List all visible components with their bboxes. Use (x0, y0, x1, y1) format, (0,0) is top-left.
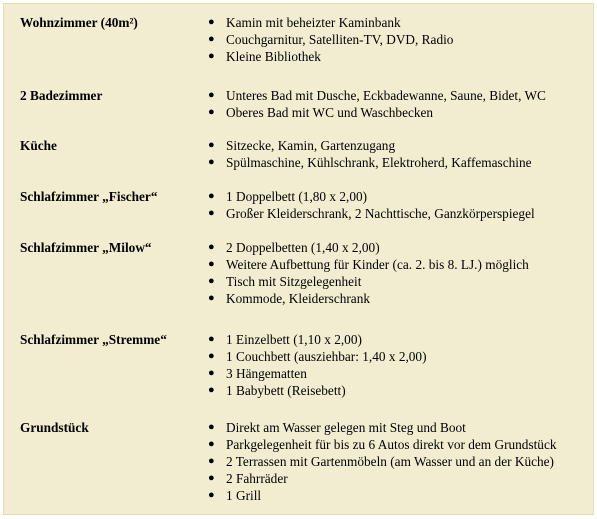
list-item: ● 1 Grill (208, 488, 262, 503)
room-title-kueche: Küche (20, 138, 57, 153)
list-item: ● Unteres Bad mit Dusche, Eckbadewanne, Saune, Bidet, WC (208, 88, 546, 103)
bullet-icon: ● (208, 489, 215, 501)
bullet-icon: ● (208, 50, 215, 62)
list-item: ● 2 Doppelbetten (1,40 x 2,00) (208, 240, 380, 255)
bullet-icon: ● (208, 33, 215, 45)
room-items-badezimmer (208, 87, 546, 121)
list-item: ● Tisch mit Sitzgelegenheit (208, 274, 362, 289)
room-items-grundstueck (208, 419, 557, 504)
list-item: ● 3 Hängematten (208, 366, 307, 381)
list-item: ● 2 Fahrräder (208, 471, 288, 486)
bullet-icon: ● (208, 89, 215, 101)
list-item: ● Couchgarnitur, Satelliten-TV, DVD, Radio (208, 32, 454, 47)
list-item: ● Kleine Bibliothek (208, 49, 321, 64)
bullet-icon: ● (208, 275, 215, 287)
room-title-wohnzimmer: Wohnzimmer (40m²) (20, 15, 138, 30)
bullet-icon: ● (208, 472, 215, 484)
bullet-icon: ● (208, 156, 215, 168)
bullet-icon: ● (208, 421, 215, 433)
bullet-icon: ● (208, 350, 215, 362)
list-item: ● Großer Kleiderschrank, 2 Nachttische, Ganzkörperspiegel (208, 206, 535, 221)
bullet-icon: ● (208, 367, 215, 379)
list-item: ● Oberes Bad mit WC und Waschbecken (208, 105, 434, 120)
list-item: ● Direkt am Wasser gelegen mit Steg und Boot (208, 420, 466, 435)
bullet-icon: ● (208, 384, 215, 396)
list-item: ● Weitere Aufbettung für Kinder (ca. 2. bis 8. LJ.) möglich (208, 257, 529, 272)
bullet-icon: ● (208, 190, 215, 202)
list-item: ● Sitzecke, Kamin, Gartenzugang (208, 138, 396, 153)
room-items-fischer (208, 188, 535, 222)
room-items-stremme (208, 331, 427, 399)
bullet-icon: ● (208, 241, 215, 253)
list-item: ● 1 Doppelbett (1,80 x 2,00) (208, 189, 368, 204)
list-item: ● 1 Couchbett (ausziehbar: 1,40 x 2,00) (208, 349, 427, 364)
bullet-icon: ● (208, 16, 215, 28)
room-title-badezimmer: 2 Badezimmer (20, 88, 103, 103)
bullet-icon: ● (208, 333, 215, 345)
list-item: ● 1 Einzelbett (1,10 x 2,00) (208, 332, 362, 347)
list-item: ● Spülmaschine, Kühlschrank, Elektroherd, Kaffemaschine (208, 155, 532, 170)
list-item: ● 2 Terrassen mit Gartenmöbeln (am Wasser und an der Küche) (208, 454, 554, 469)
room-items-kueche (208, 137, 532, 171)
list-item: ● Parkgelegenheit für bis zu 6 Autos direkt vor dem Grundstück (208, 437, 557, 452)
bullet-icon: ● (208, 292, 215, 304)
list-item: ● 1 Babybett (Reisebett) (208, 383, 346, 398)
room-items-wohnzimmer (208, 14, 453, 65)
bullet-icon: ● (208, 455, 215, 467)
room-title-fischer: Schlafzimmer „Fischer“ (20, 189, 158, 204)
bullet-icon: ● (208, 139, 215, 151)
room-title-grundstueck: Grundstück (20, 420, 89, 435)
list-item: ● Kamin mit beheizter Kaminbank (208, 15, 401, 30)
bullet-icon: ● (208, 207, 215, 219)
bullet-icon: ● (208, 438, 215, 450)
room-title-stremme: Schlafzimmer „Stremme“ (20, 332, 167, 347)
room-title-milow: Schlafzimmer „Milow“ (20, 240, 152, 255)
bullet-icon: ● (208, 258, 215, 270)
room-list-panel (3, 3, 594, 515)
list-item: ● Kommode, Kleiderschrank (208, 291, 371, 306)
room-items-milow (208, 239, 529, 307)
bullet-icon: ● (208, 106, 215, 118)
